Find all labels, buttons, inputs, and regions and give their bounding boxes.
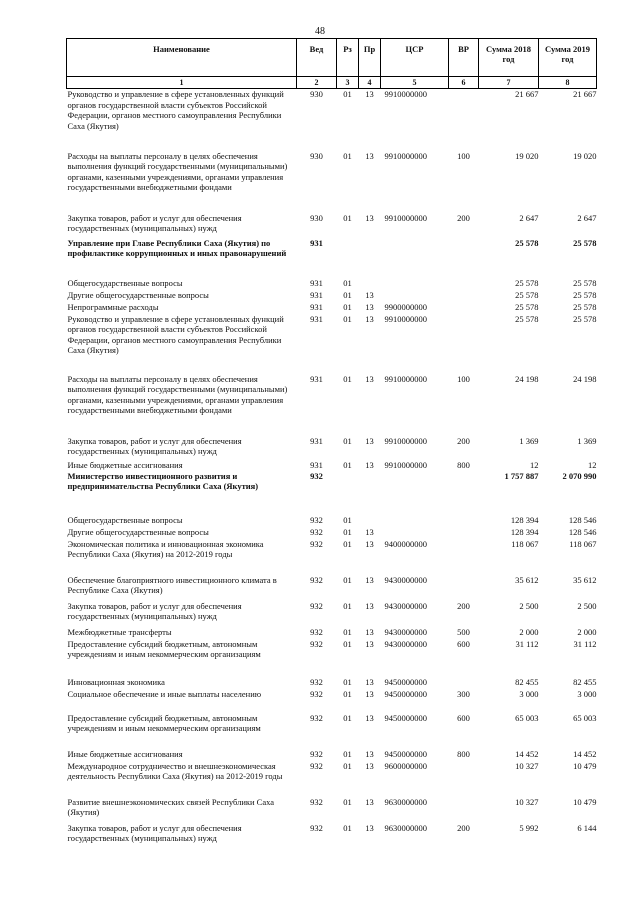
row-sum-2019: 2 647	[577, 212, 597, 223]
row-sum-2019: 10 479	[573, 760, 597, 771]
row-pr	[359, 515, 381, 527]
row-csr: 9910000000	[384, 150, 427, 161]
row-ved: 932	[310, 676, 323, 687]
row-csr	[381, 278, 449, 290]
row-vr	[449, 797, 479, 823]
row-name: Иные бюджетные ассигнования	[67, 459, 183, 470]
row-sum-2019: 31 112	[573, 638, 597, 649]
row-csr: 9430000000	[384, 600, 427, 611]
table-row	[67, 627, 597, 639]
row-sum-2018: 31 112	[515, 638, 539, 649]
row-csr: 9430000000	[384, 638, 427, 649]
row-ved: 932	[310, 470, 323, 481]
table-row	[67, 278, 597, 290]
table-row	[67, 677, 597, 689]
row-rz: 01	[343, 796, 352, 807]
row-rz: 01	[343, 676, 352, 687]
row-name: Социальное обеспечение и иные выплаты населению	[67, 688, 262, 699]
row-sum-2018: 128 394	[510, 514, 539, 525]
row-pr: 13	[365, 688, 374, 699]
row-vr	[449, 89, 479, 151]
row-rz: 01	[343, 301, 352, 312]
row-csr: 9450000000	[384, 712, 427, 723]
row-rz: 01	[343, 373, 352, 384]
row-sum-2018: 3 000	[519, 688, 539, 699]
row-sum-2018: 25 578	[515, 237, 539, 248]
row-sum-2018: 25 578	[515, 289, 539, 300]
row-rz: 01	[343, 538, 352, 549]
row-csr: 9910000000	[384, 89, 427, 99]
column-number: 8	[539, 77, 597, 89]
row-name: Непрограммные расходы	[67, 301, 159, 312]
row-pr: 13	[365, 373, 374, 384]
table-header	[67, 39, 597, 89]
header-ved: Вед	[297, 39, 337, 77]
table-row	[67, 436, 597, 460]
table-row	[67, 713, 597, 749]
row-name: Министерство инвестиционного развития и предпринимательства Республики Саха (Якутия)	[67, 470, 259, 491]
row-name: Руководство и управление в сфере установленных функций органов государственной власти субъектов Российской Федерации, органов местного самоуправления Республики Саха (Якутия)	[67, 89, 284, 131]
row-sum-2019: 2 500	[577, 600, 597, 611]
row-vr	[449, 238, 479, 278]
row-ved: 932	[310, 538, 323, 549]
row-sum-2018: 25 578	[515, 301, 539, 312]
column-number: 5	[381, 77, 449, 89]
row-vr: 200	[457, 212, 470, 223]
row-name: Общегосударственные вопросы	[67, 514, 183, 525]
row-rz: 01	[343, 459, 352, 470]
row-rz: 01	[343, 688, 352, 699]
row-vr: 100	[457, 150, 470, 161]
row-pr: 13	[365, 459, 374, 470]
row-sum-2019: 24 198	[573, 373, 597, 384]
row-pr: 13	[365, 574, 374, 585]
table-row	[67, 471, 597, 515]
row-sum-2018: 35 612	[515, 574, 539, 585]
row-vr: 200	[457, 435, 470, 446]
row-name: Закупка товаров, работ и услуг для обеспечения государственных (муниципальных) нужд	[67, 600, 242, 621]
header-sum-2018: Сумма 2018 год	[479, 39, 539, 77]
table-row	[67, 601, 597, 627]
row-sum-2019: 65 003	[573, 712, 597, 723]
row-name: Общегосударственные вопросы	[67, 277, 183, 288]
row-rz: 01	[343, 748, 352, 759]
row-csr: 9450000000	[384, 688, 427, 699]
table-row	[67, 823, 597, 847]
row-name: Иные бюджетные ассигнования	[67, 748, 183, 759]
table-row	[67, 575, 597, 601]
row-ved: 932	[310, 712, 323, 723]
row-name: Предоставление субсидий бюджетным, автономным учреждениям и иным некоммерческим организациям	[67, 712, 261, 733]
row-csr: 9900000000	[384, 301, 427, 312]
row-csr	[381, 290, 449, 302]
row-sum-2019: 25 578	[573, 237, 597, 248]
row-csr: 9630000000	[384, 796, 427, 807]
row-csr	[381, 527, 449, 539]
row-vr	[449, 314, 479, 374]
row-ved: 931	[310, 301, 323, 312]
row-name: Закупка товаров, работ и услуг для обеспечения государственных (муниципальных) нужд	[67, 212, 242, 233]
row-sum-2019: 12	[588, 459, 597, 470]
page-number: 48	[315, 26, 325, 37]
row-rz: 01	[343, 712, 352, 723]
table-row	[67, 539, 597, 575]
row-rz: 01	[343, 600, 352, 611]
row-pr: 13	[365, 526, 374, 537]
row-csr: 9400000000	[384, 538, 427, 549]
row-ved: 931	[310, 277, 323, 288]
row-ved: 932	[310, 760, 323, 771]
row-name: Предоставление субсидий бюджетным, автономным учреждениям и иным некоммерческим организациям	[67, 638, 261, 659]
row-name: Руководство и управление в сфере установленных функций органов государственной власти субъектов Российской Федерации, органов местного самоуправления Республики Саха (Якутия)	[67, 313, 284, 355]
row-rz: 01	[343, 150, 352, 161]
row-pr: 13	[365, 301, 374, 312]
table-row	[67, 639, 597, 677]
row-sum-2019: 25 578	[573, 313, 597, 324]
column-number-row	[67, 77, 597, 89]
row-sum-2018: 82 455	[515, 676, 539, 687]
row-rz: 01	[343, 574, 352, 585]
row-rz: 01	[343, 526, 352, 537]
row-ved: 930	[310, 150, 323, 161]
row-csr	[381, 471, 449, 515]
row-name: Закупка товаров, работ и услуг для обеспечения государственных (муниципальных) нужд	[67, 435, 242, 456]
row-name: Расходы на выплаты персоналу в целях обеспечения выполнения функций государственными (муниципальными) органами, казенными учреждениями, органами управления государственными внебюджетными фондами	[67, 373, 288, 415]
row-sum-2018: 25 578	[515, 277, 539, 288]
row-rz: 01	[343, 313, 352, 324]
column-number: 3	[337, 77, 359, 89]
row-sum-2019: 82 455	[573, 676, 597, 687]
row-rz: 01	[343, 760, 352, 771]
row-vr	[449, 761, 479, 797]
row-name: Инновационная экономика	[67, 676, 165, 687]
row-csr: 9910000000	[384, 459, 427, 470]
row-pr: 13	[365, 89, 374, 99]
row-ved: 931	[310, 289, 323, 300]
row-pr: 13	[365, 212, 374, 223]
row-name: Межбюджетные трансферты	[67, 626, 172, 637]
row-ved: 930	[310, 212, 323, 223]
row-sum-2019: 10 479	[573, 796, 597, 807]
row-vr: 800	[457, 748, 470, 759]
row-vr	[449, 471, 479, 515]
row-sum-2018: 118 067	[511, 538, 539, 549]
table-row	[67, 761, 597, 797]
row-name: Обеспечение благоприятного инвестиционного климата в Республике Саха (Якутия)	[67, 574, 277, 595]
row-ved: 931	[310, 313, 323, 324]
row-sum-2019: 2 070 990	[562, 470, 597, 481]
table-row	[67, 290, 597, 302]
row-rz: 01	[343, 89, 352, 99]
header-vr: ВР	[449, 39, 479, 77]
row-sum-2018: 128 394	[510, 526, 539, 537]
row-sum-2018: 1 757 887	[504, 470, 539, 481]
column-number: 4	[359, 77, 381, 89]
row-ved: 932	[310, 526, 323, 537]
row-csr: 9910000000	[384, 373, 427, 384]
row-pr: 13	[365, 538, 374, 549]
row-vr: 600	[457, 712, 470, 723]
row-vr	[449, 302, 479, 314]
row-ved: 931	[310, 373, 323, 384]
row-ved: 932	[310, 796, 323, 807]
row-ved: 932	[310, 638, 323, 649]
row-sum-2018: 2 647	[519, 212, 539, 223]
column-number: 1	[67, 77, 297, 89]
row-pr	[359, 278, 381, 290]
row-ved: 932	[310, 822, 323, 833]
budget-table	[66, 38, 597, 847]
row-pr	[359, 471, 381, 515]
table-row	[67, 314, 597, 374]
row-ved: 931	[310, 459, 323, 470]
row-sum-2019: 2 000	[577, 626, 597, 637]
table-row	[67, 89, 597, 151]
row-vr	[449, 290, 479, 302]
row-sum-2018: 24 198	[515, 373, 539, 384]
row-pr: 13	[365, 600, 374, 611]
row-csr: 9910000000	[384, 435, 427, 446]
row-pr: 13	[365, 676, 374, 687]
row-sum-2018: 2 000	[519, 626, 539, 637]
table-row	[67, 374, 597, 436]
row-sum-2019: 128 546	[568, 514, 597, 525]
table-row	[67, 460, 597, 471]
row-sum-2019: 35 612	[573, 574, 597, 585]
row-pr: 13	[365, 712, 374, 723]
row-vr: 200	[457, 600, 470, 611]
row-ved: 931	[310, 237, 323, 248]
row-rz: 01	[343, 289, 352, 300]
row-sum-2018: 25 578	[515, 313, 539, 324]
row-vr: 800	[457, 459, 470, 470]
row-ved: 932	[310, 574, 323, 585]
row-csr: 9450000000	[384, 748, 427, 759]
row-pr: 13	[365, 822, 374, 833]
row-sum-2019: 1 369	[577, 435, 597, 446]
row-rz	[337, 238, 359, 278]
row-vr	[449, 527, 479, 539]
row-sum-2019: 25 578	[573, 301, 597, 312]
row-sum-2018: 12	[530, 459, 539, 470]
table-row	[67, 238, 597, 278]
row-ved: 932	[310, 626, 323, 637]
row-pr: 13	[365, 150, 374, 161]
row-ved: 932	[310, 514, 323, 525]
row-ved: 932	[310, 748, 323, 759]
row-vr	[449, 515, 479, 527]
row-name: Экономическая политика и инновационная экономика Республики Саха (Якутия) на 2012-2019 годы	[67, 538, 264, 559]
row-vr	[449, 677, 479, 689]
table-body	[67, 89, 597, 847]
row-name: Управление при Главе Республики Саха (Якутия) по профилактике коррупционных и иных правонарушений	[67, 237, 287, 258]
row-name: Закупка товаров, работ и услуг для обеспечения государственных (муниципальных) нужд	[67, 822, 242, 843]
row-sum-2018: 19 020	[515, 150, 539, 161]
row-pr	[359, 238, 381, 278]
row-sum-2019: 6 144	[577, 822, 597, 833]
row-vr	[449, 539, 479, 575]
row-csr: 9910000000	[384, 212, 427, 223]
row-ved: 930	[310, 89, 323, 99]
row-sum-2019: 14 452	[573, 748, 597, 759]
row-vr: 600	[457, 638, 470, 649]
row-rz: 01	[343, 212, 352, 223]
row-ved: 932	[310, 600, 323, 611]
row-sum-2018: 5 992	[519, 822, 539, 833]
row-sum-2018: 2 500	[519, 600, 539, 611]
row-sum-2019: 25 578	[573, 277, 597, 288]
row-vr: 100	[457, 373, 470, 384]
row-csr: 9430000000	[384, 574, 427, 585]
row-ved: 931	[310, 435, 323, 446]
row-rz: 01	[343, 626, 352, 637]
row-pr: 13	[365, 313, 374, 324]
table-row	[67, 151, 597, 213]
row-rz: 01	[343, 277, 352, 288]
row-name: Другие общегосударственные вопросы	[67, 526, 209, 537]
row-name: Другие общегосударственные вопросы	[67, 289, 209, 300]
row-pr: 13	[365, 435, 374, 446]
row-sum-2018: 65 003	[515, 712, 539, 723]
row-rz: 01	[343, 435, 352, 446]
header-name: Наименование	[67, 39, 297, 77]
row-csr	[381, 515, 449, 527]
header-csr: ЦСР	[381, 39, 449, 77]
row-name: Расходы на выплаты персоналу в целях обеспечения выполнения функций государственными (муниципальными) органами, казенными учреждениями, органами управления государственными внебюджетными фондами	[67, 150, 288, 192]
table-row	[67, 689, 597, 713]
row-rz: 01	[343, 638, 352, 649]
table-row	[67, 515, 597, 527]
header-sum-2019: Сумма 2019 год	[539, 39, 597, 77]
row-pr: 13	[365, 638, 374, 649]
row-sum-2019: 128 546	[568, 526, 597, 537]
row-vr	[449, 278, 479, 290]
row-pr: 13	[365, 626, 374, 637]
row-vr: 300	[457, 688, 470, 699]
row-csr: 9910000000	[384, 313, 427, 324]
row-pr: 13	[365, 760, 374, 771]
row-sum-2019: 3 000	[577, 688, 597, 699]
header-pr: Пр	[359, 39, 381, 77]
table-row	[67, 527, 597, 539]
row-sum-2018: 1 369	[519, 435, 539, 446]
row-sum-2019: 118 067	[569, 538, 597, 549]
row-name: Развитие внешнеэкономических связей Республики Саха (Якутия)	[67, 796, 275, 817]
row-sum-2018: 10 327	[515, 760, 539, 771]
row-pr: 13	[365, 796, 374, 807]
table-row	[67, 797, 597, 823]
column-number: 2	[297, 77, 337, 89]
column-number: 7	[479, 77, 539, 89]
column-number: 6	[449, 77, 479, 89]
row-ved: 932	[310, 688, 323, 699]
table-row	[67, 749, 597, 761]
header-rz: Рз	[337, 39, 359, 77]
row-vr: 200	[457, 822, 470, 833]
row-vr	[449, 575, 479, 601]
row-sum-2019: 25 578	[573, 289, 597, 300]
row-csr: 9600000000	[384, 760, 427, 771]
row-pr: 13	[365, 289, 374, 300]
row-rz: 01	[343, 822, 352, 833]
row-sum-2019: 21 667	[573, 89, 597, 99]
table-row	[67, 213, 597, 238]
row-pr: 13	[365, 748, 374, 759]
row-csr	[381, 238, 449, 278]
row-csr: 9630000000	[384, 822, 427, 833]
table-row	[67, 302, 597, 314]
row-csr: 9430000000	[384, 626, 427, 637]
row-rz	[337, 471, 359, 515]
row-vr: 500	[457, 626, 470, 637]
row-name: Международное сотрудничество и внешнеэкономическая деятельность Республики Саха (Якутия) на 2012-2019 годы	[67, 760, 283, 781]
row-sum-2018: 21 667	[515, 89, 539, 99]
row-csr: 9450000000	[384, 676, 427, 687]
header-row	[67, 39, 597, 77]
row-sum-2018: 14 452	[515, 748, 539, 759]
row-sum-2018: 10 327	[515, 796, 539, 807]
row-rz: 01	[343, 514, 352, 525]
row-sum-2019: 19 020	[573, 150, 597, 161]
